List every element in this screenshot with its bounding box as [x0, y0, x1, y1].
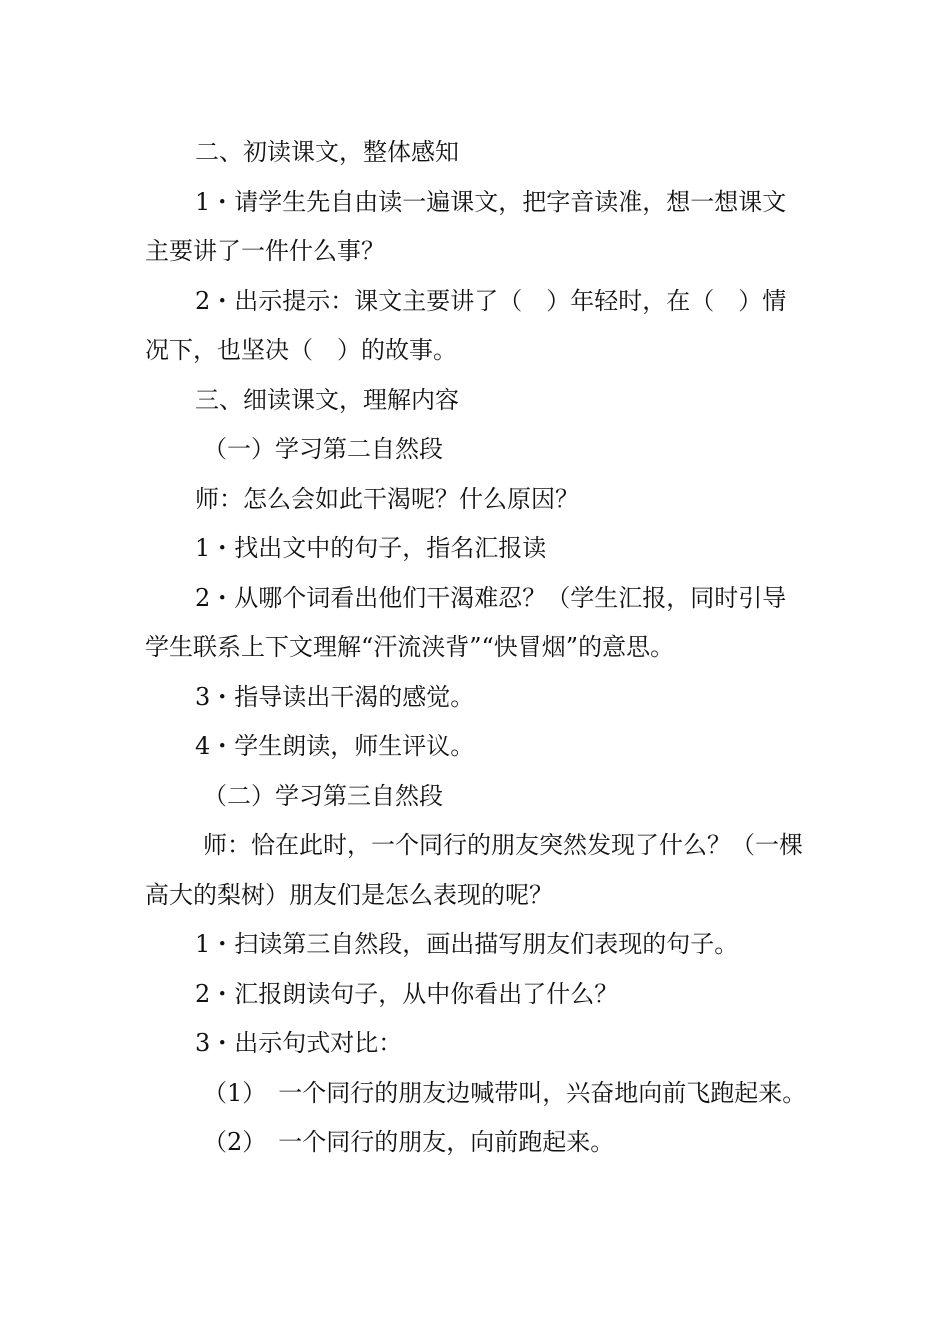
document-body [145, 128, 810, 1168]
heading-initial-reading: 二、初读课文，整体感知 [195, 138, 459, 166]
paragraph-sentence-contrast: 3・出示句式对比： [195, 1029, 403, 1057]
paragraph-example-2: （2） 一个同行的朋友，向前跑起来。 [203, 1128, 615, 1156]
paragraph-step-1: 1・请学生先自由读一遍课文，把字音读准，想一想课文主要讲了一件什么事？ [145, 187, 787, 265]
paragraph-step-2: 2・出示提示：课文主要讲了（ ）年轻时，在（ ）情况下，也坚决（ ）的故事。 [145, 286, 787, 364]
paragraph-teacher-question: 师：怎么会如此干渴呢？什么原因？ [195, 484, 579, 513]
subheading-paragraph-two: （一）学习第二自然段 [203, 435, 443, 463]
paragraph-guide-reading: 3・指导读出干渴的感觉。 [195, 682, 475, 711]
paragraph-find-sentences: 1・找出文中的句子，指名汇报读 [195, 534, 547, 562]
paragraph-scan-read: 1・扫读第三自然段，画出描写朋友们表现的句子。 [195, 930, 739, 958]
subheading-paragraph-three: （二）学习第三自然段 [203, 781, 443, 810]
paragraph-teacher-just-then: 师：恰在此时，一个同行的朋友突然发现了什么？（一棵高大的梨树）朋友们是怎么表现的呢？ [145, 831, 803, 909]
paragraph-students-read: 4・学生朗读，师生评议。 [195, 732, 475, 760]
paragraph-report-read: 2・汇报朗读句子，从中你看出了什么？ [195, 979, 619, 1008]
heading-close-reading: 三、细读课文，理解内容 [195, 385, 459, 414]
paragraph-example-1: （1） 一个同行的朋友边喊带叫，兴奋地向前飞跑起来。 [203, 1078, 807, 1107]
paragraph-which-word: 2・从哪个词看出他们干渴难忍？（学生汇报，同时引导学生联系上下文理解“汗流浃背”“快冒烟”的意思。 [145, 583, 787, 661]
